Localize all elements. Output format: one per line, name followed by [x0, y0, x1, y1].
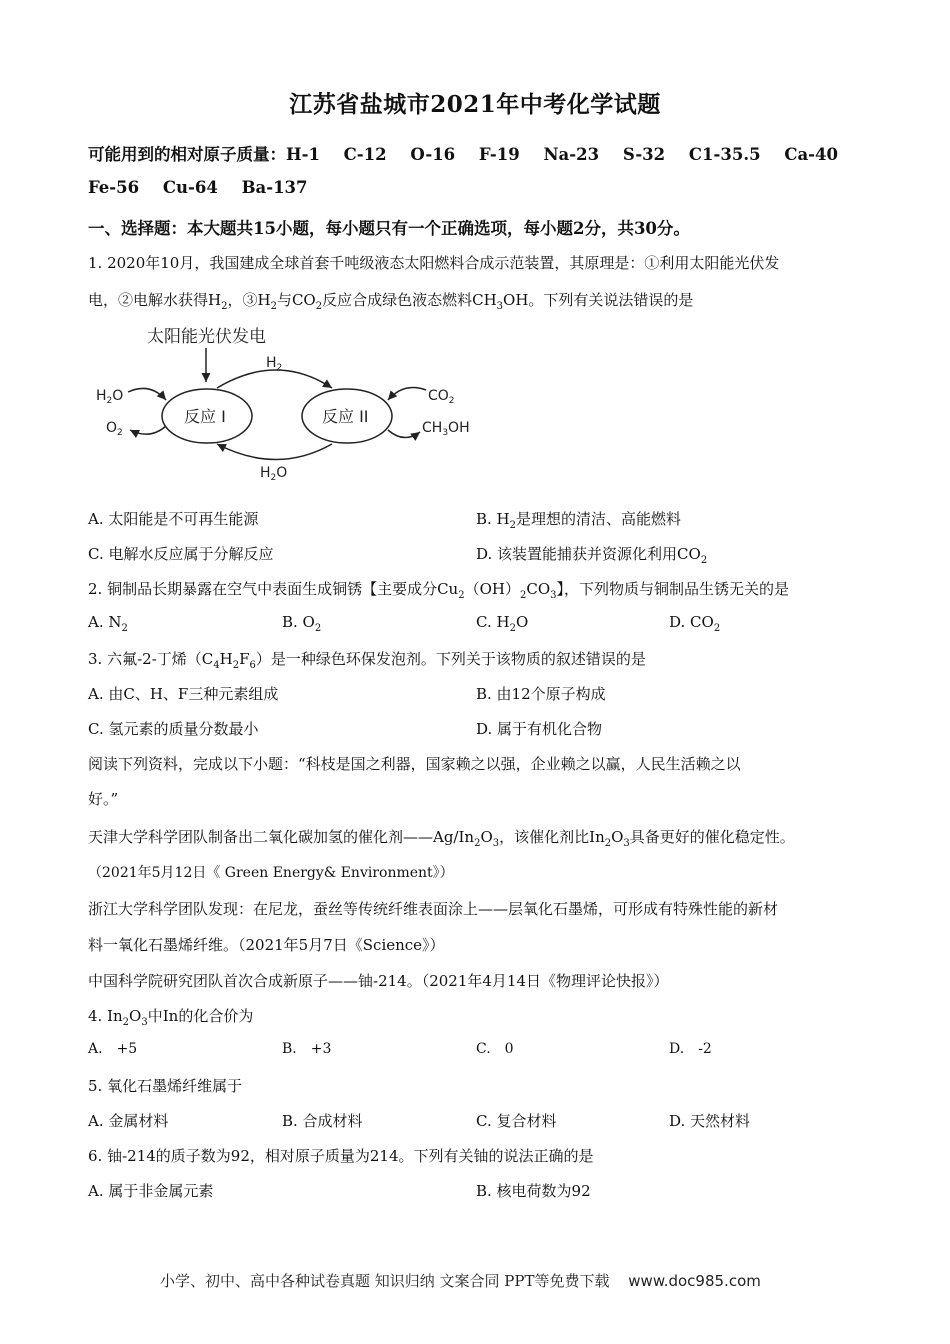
reading-line-6: 料一氧化石墨烯纤维。（2021年5月7日《Science》）	[88, 936, 445, 954]
q3-option-b[interactable]: B. 由12个原子构成	[476, 685, 606, 703]
q2-option-d[interactable]: D. $CO_2$	[669, 613, 721, 634]
solar-label: 太阳能光伏发电	[147, 327, 266, 347]
reading-line-1: 阅读下列资料，完成以下小题：“科枝是国之利器，国家赖之以强，企业赖之以赢，人民生活赖之以	[88, 755, 741, 773]
reading-line-7: 中国科学院研究团队首次合成新原子——铀-214。（2021年4月14日《物理评论快报》）	[88, 972, 669, 990]
q1-option-d[interactable]: D. 该装置能捕获并资源化利用$CO_2$	[476, 545, 708, 566]
ch3oh-output-arrow	[388, 430, 420, 438]
mass-o: O-16	[410, 145, 456, 164]
q4-option-d[interactable]: D. -2	[669, 1041, 712, 1057]
q2-stem: 2. 铜制品长期暴露在空气中表面生成铜锈【主要成分$Cu_2(OH)_2CO_3$】，下列物质与铜制品生锈无关的是	[88, 580, 790, 601]
o2-label: $O_2$	[106, 420, 123, 438]
q1-option-b[interactable]: B. $H_2$是理想的清洁、高能燃料	[476, 510, 682, 531]
mass-c: C-12	[343, 145, 387, 164]
mass-ba: Ba-137	[241, 178, 308, 197]
reaction-2-label: 反应 II	[322, 407, 369, 426]
mass-ca: Ca-40	[784, 145, 838, 164]
reading-line-4: （2021年5月12日《 Green Energy& Environment》）	[88, 865, 454, 881]
h2o-bottom-label: $H_2O$	[260, 465, 288, 483]
section-header: 一、选择题：本大题共15小题，每小题只有一个正确选项，每小题2分，共30分。	[88, 219, 690, 238]
q3-option-d[interactable]: D. 属于有机化合物	[476, 720, 603, 738]
reaction-diagram	[92, 320, 492, 495]
page-title: 江苏省盐城市2021年中考化学试题	[289, 91, 661, 118]
h2o-return-arrow	[217, 444, 332, 460]
atomic-mass-line-1	[88, 141, 838, 165]
reading-line-5: 浙江大学科学团队发现：在尼龙，蚕丝等传统纤维表面涂上——层氧化石墨烯，可形成有特殊性能的新材	[88, 900, 779, 918]
q3-option-a[interactable]: A. 由C、H、F三种元素组成	[88, 685, 279, 703]
q1-option-a[interactable]: A. 太阳能是不可再生能源	[88, 510, 259, 528]
q5-option-c[interactable]: C. 复合材料	[476, 1112, 557, 1130]
q4-stem: 4. $In_2O_3$中In的化合价为	[88, 1007, 254, 1028]
q4-option-c[interactable]: C. 0	[476, 1041, 514, 1057]
q4-option-b[interactable]: B. +3	[282, 1041, 332, 1057]
h2o-input-arrow	[128, 388, 166, 400]
q3-option-c[interactable]: C. 氢元素的质量分数最小	[88, 720, 259, 738]
o2-output-arrow	[130, 426, 166, 434]
mass-f: F-19	[478, 145, 520, 164]
mass-cl: C1-35.5	[688, 145, 761, 164]
q5-stem: 5. 氧化石墨烯纤维属于	[88, 1077, 243, 1095]
reaction-1-label: 反应 I	[184, 407, 226, 426]
footer-url[interactable]: www.doc985.com	[628, 1272, 761, 1290]
q2-option-c[interactable]: C. $H_2O$	[476, 613, 529, 634]
q4-option-a[interactable]: A. +5	[88, 1041, 138, 1057]
q6-stem: 6. 铀-214的质子数为92，相对原子质量为214。下列有关铀的说法正确的是	[88, 1147, 594, 1165]
atomic-mass-label: 可能用到的相对原子质量：	[88, 145, 286, 164]
q1-option-c[interactable]: C. 电解水反应属于分解反应	[88, 545, 274, 563]
q1-stem-line1: 1. 2020年10月，我国建成全球首套千吨级液态太阳燃料合成示范装置，其原理是：①利用太阳能光伏发	[88, 254, 780, 272]
q6-option-b[interactable]: B. 核电荷数为92	[476, 1182, 591, 1200]
q2-option-b[interactable]: B. $O_2$	[282, 613, 322, 634]
footer	[160, 1270, 761, 1291]
mass-h: H-1	[286, 145, 320, 164]
reading-line-2: 好。”	[88, 790, 119, 808]
h2-arrow	[217, 370, 332, 388]
q1-stem-line2: 电，②电解水获得$H_2$，$③H_2$与$CO_2$反应合成绿色液态燃料$CH_3OH$。下列有关说法错误的是	[88, 291, 694, 312]
h2-label: $H_2$	[266, 355, 283, 373]
mass-fe: Fe-56	[88, 178, 140, 197]
mass-s: S-32	[622, 145, 666, 164]
co2-label: $CO_2$	[428, 388, 455, 406]
mass-cu: Cu-64	[162, 178, 218, 197]
ch3oh-label: $CH_3OH$	[422, 420, 470, 438]
co2-input-arrow	[388, 388, 426, 400]
q2-option-a[interactable]: A. $N_2$	[88, 613, 128, 634]
mass-na: Na-23	[543, 145, 600, 164]
q5-option-a[interactable]: A. 金属材料	[88, 1112, 169, 1130]
footer-text: 小学、初中、高中各种试卷真题 知识归纳 文案合同 PPT等免费下载	[160, 1272, 610, 1290]
q5-option-d[interactable]: D. 天然材料	[669, 1112, 751, 1130]
reading-line-3: 天津大学科学团队制备出二氧化碳加氢的催化剂$——Ag/In_2O_3$，该催化剂比$In_2O_3$具备更好的催化稳定性。	[88, 828, 795, 849]
h2o-input-label: $H_2O$	[96, 388, 124, 406]
q3-stem: 3. 六氟-2-丁烯$(C_4H_2F_6)$是一种绿色环保发泡剂。下列关于该物质的叙述错误的是	[88, 650, 646, 671]
q6-option-a[interactable]: A. 属于非金属元素	[88, 1182, 214, 1200]
atomic-mass-line-2	[88, 178, 308, 197]
q5-option-b[interactable]: B. 合成材料	[282, 1112, 363, 1130]
